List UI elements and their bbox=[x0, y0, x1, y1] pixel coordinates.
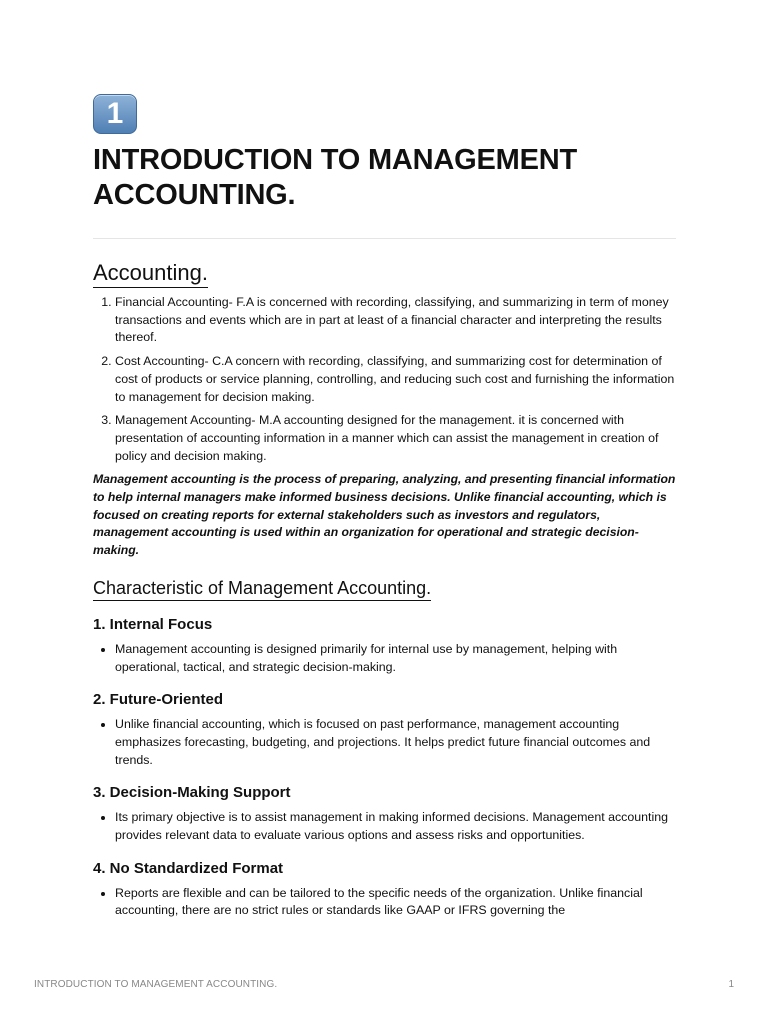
footer-document-title: INTRODUCTION TO MANAGEMENT ACCOUNTING. bbox=[34, 979, 278, 990]
footer-page-number: 1 bbox=[728, 979, 734, 990]
accounting-types-list bbox=[93, 294, 676, 465]
list-item: • Reports are flexible and can be tailored to the specific needs of the organization. Unlike financial accounting, there are no strict rules or standards like GAAP or IFRS governing the bbox=[115, 885, 676, 920]
list-item: 2. Cost Accounting- C.A concern with recording, classifying, and summarizing cost for determination of cost of products or service planning, controlling, and reducing such cost and furnishing the information to management for decision making. bbox=[115, 353, 676, 406]
characteristic-heading: 3. Decision-Making Support bbox=[93, 784, 291, 802]
page-content bbox=[93, 94, 676, 920]
number-one-badge-icon: 1 bbox=[93, 94, 137, 134]
list-item: • Its primary objective is to assist management in making informed decisions. Management accounting provides relevant data to evaluate various options and assess risks and opportunities. bbox=[115, 809, 676, 844]
section-heading-characteristics: Characteristic of Management Accounting. bbox=[93, 577, 431, 601]
section-heading-accounting: Accounting. bbox=[93, 260, 208, 288]
characteristic-bullets bbox=[93, 716, 676, 769]
characteristic-bullets bbox=[93, 641, 676, 676]
title-divider bbox=[93, 238, 676, 239]
list-item: 1. Financial Accounting- F.A is concerned with recording, classifying, and summarizing in term of money transactions and events which are in part at least of a financial character and interpreting the results thereof. bbox=[115, 294, 676, 347]
page-title: INTRODUCTION TO MANAGEMENT ACCOUNTING. bbox=[93, 144, 578, 211]
characteristic-heading: 2. Future-Oriented bbox=[93, 691, 224, 709]
characteristic-heading: 4. No Standardized Format bbox=[93, 859, 284, 877]
management-accounting-summary: Management accounting is the process of preparing, analyzing, and presenting financial information to help internal managers make informed business decisions. Unlike financial accounting, which is focused on creating reports for external stakeholders such as investors and regulators, management accounting is used within an organization for operational and strategic decision-making. bbox=[93, 472, 676, 558]
list-item: • Management accounting is designed primarily for internal use by management, helping with operational, tactical, and strategic decision-making. bbox=[115, 641, 676, 676]
characteristic-heading: 1. Internal Focus bbox=[93, 615, 213, 633]
characteristic-bullets bbox=[93, 809, 676, 844]
list-item: • Unlike financial accounting, which is focused on past performance, management accounting emphasizes forecasting, budgeting, and projections. It helps predict future financial outcomes and trends. bbox=[115, 716, 676, 769]
list-item: 3. Management Accounting- M.A accounting designed for the management. it is concerned with presentation of accounting information in a manner which can assist the management in creation of policy and decision making. bbox=[115, 412, 676, 465]
characteristic-bullets bbox=[93, 885, 676, 920]
